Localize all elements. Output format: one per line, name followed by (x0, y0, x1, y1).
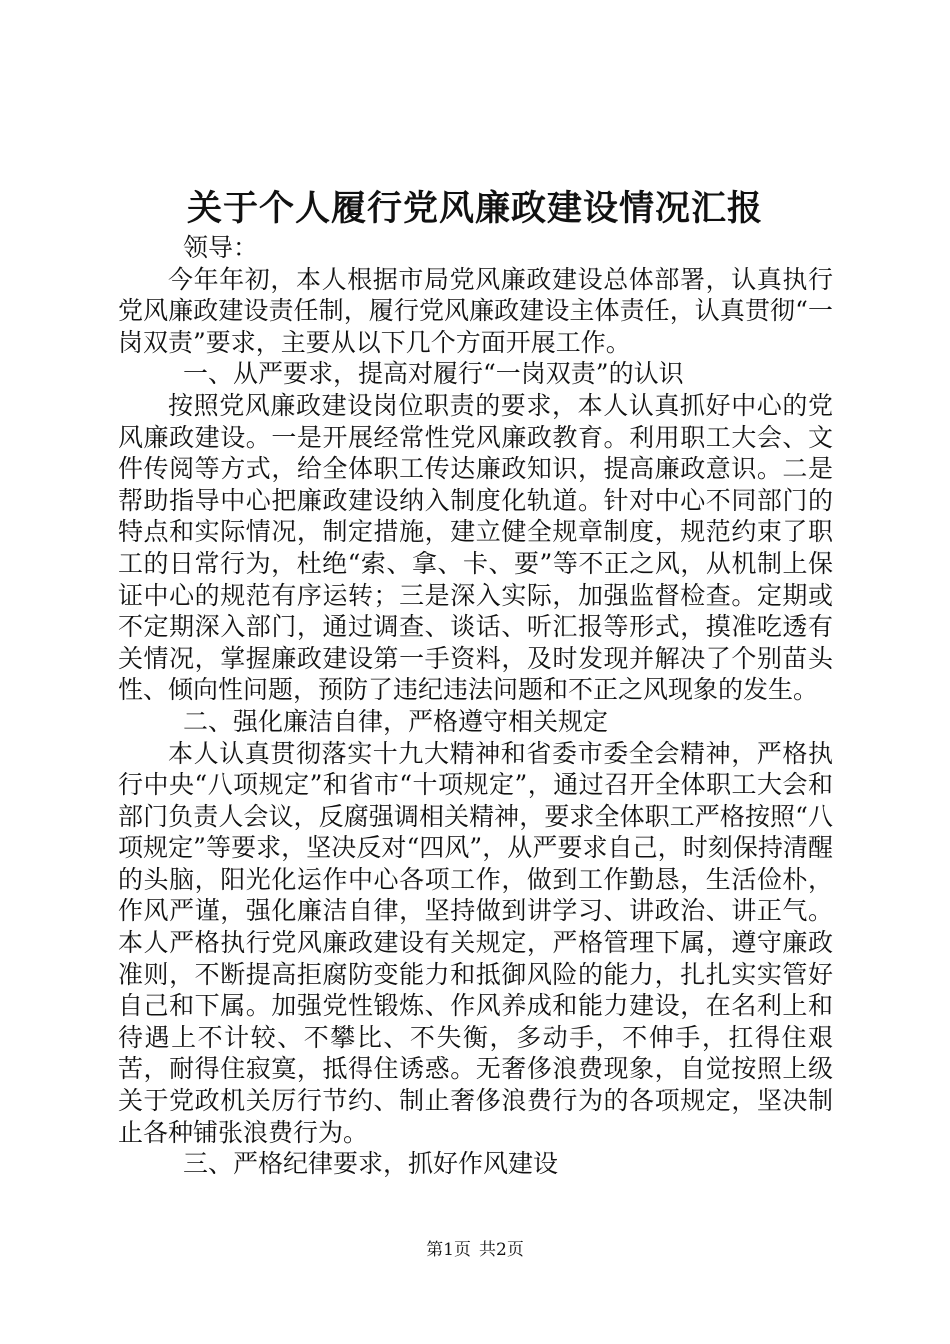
section-heading-2: 二、强化廉洁自律，严格遵守相关规定 (183, 706, 609, 736)
page-footer (0, 1238, 950, 1262)
page-number: 第1页 (426, 1240, 471, 1260)
salutation: 领导： (183, 233, 259, 262)
page-total: 共2页 (479, 1240, 524, 1260)
paragraph-section-1: 按照党风廉政建设岗位职责的要求，本人认真抓好中心的党风廉政建设。一是开展经常性党风廉政教育。利用职工大会、文件传阅等方式，给全体职工传达廉政知识，提高廉政意识。二是帮助指导中心把廉政建设纳入制度化轨道。针对中心不同部门的特点和实际情况，制定措施，建立健全规章制度，规范约束了职工的日常行为，杜绝“索、拿、卡、要”等不正之风，从机制上保证中心的规范有序运转；三是深入实际，加强监督检查。定期或不定期深入部门，通过调查、谈话、听汇报等形式，摸准吃透有关情况，掌握廉政建设第一手资料，及时发现并解决了个别苗头性、倾向性问题，预防了违纪违法问题和不正之风现象的发生。 (118, 390, 833, 705)
paragraph-section-2: 本人认真贯彻落实十九大精神和省委市委全会精神，严格执行中央“八项规定”和省市“十项规定”，通过召开全体职工大会和部门负责人会议，反腐强调相关精神，要求全体职工严格按照“八项规定”等要求，坚决反对“四风”，从严要求自己，时刻保持清醒的头脑，阳光化运作中心各项工作，做到工作勤恳，生活俭朴，作风严谨，强化廉洁自律，坚持做到讲学习、讲政治、讲正气。本人严格执行党风廉政建设有关规定，严格管理下属，遵守廉政准则，不断提高拒腐防变能力和抵御风险的能力，扎扎实实管好自己和下属。加强党性锻炼、作风养成和能力建设，在名利上和待遇上不计较、不攀比、不失衡，多动手，不伸手，扛得住艰苦，耐得住寂寞，抵得住诱惑。无奢侈浪费现象，自觉按照上级关于党政机关厉行节约、制止奢侈浪费行为的各项规定，坚决制止各种铺张浪费行为。 (118, 738, 833, 1147)
document-title: 关于个人履行党风廉政建设情况汇报 (186, 188, 763, 229)
document-body (118, 232, 833, 1180)
section-heading-1: 一、从严要求，提高对履行“一岗双责”的认识 (183, 359, 684, 389)
section-heading-3: 三、严格纪律要求，抓好作风建设 (183, 1149, 559, 1179)
paragraph-intro: 今年年初，本人根据市局党风廉政建设总体部署，认真执行党风廉政建设责任制，履行党风廉政建设主体责任，认真贯彻“一岗双责”要求，主要从以下几个方面开展工作。 (118, 264, 833, 357)
